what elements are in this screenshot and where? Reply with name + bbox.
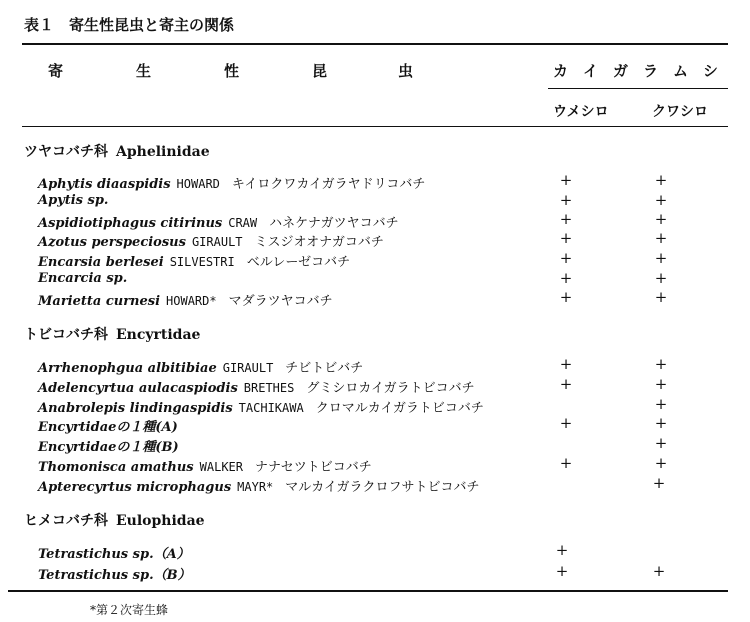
header-char: カ [553, 62, 569, 80]
host-mark-umeshiro: + [559, 229, 573, 247]
table-row [38, 397, 484, 416]
species-name: Encyrtidaeの１種(B) [38, 440, 179, 455]
header-char: 性 [224, 62, 240, 80]
species-name: Apterecyrtus microphagus [38, 480, 232, 495]
host-mark-umeshiro: + [559, 375, 573, 393]
host-mark-kuwashiro: + [654, 434, 668, 452]
species-name: Tetrastichus sp.（B） [38, 568, 191, 583]
header-char: イ [583, 62, 599, 80]
table-row [38, 377, 475, 396]
author: CRAW [228, 216, 258, 230]
table-row [38, 212, 399, 231]
family-name-jp: トビコバチ科 [24, 327, 108, 343]
table-row [38, 543, 190, 562]
japanese-name: ベルレーゼコバチ [246, 255, 351, 270]
family-name-jp: ツヤコバチ科 [24, 144, 108, 160]
table-row [38, 564, 191, 583]
family-heading [24, 324, 200, 344]
family-heading [24, 510, 205, 530]
species-name: Encyrtidaeの１種(A) [38, 420, 178, 435]
top-rule [22, 43, 728, 45]
family-name-latin: Eulophidae [116, 513, 205, 529]
author: GIRAULT [191, 235, 243, 249]
host-mark-umeshiro: + [559, 269, 573, 287]
header-char: 虫 [398, 62, 414, 80]
table-row [38, 290, 333, 309]
table-row [38, 251, 350, 270]
host-mark-kuwashiro: + [654, 414, 668, 432]
species-name: Encarcia sp. [38, 271, 128, 286]
host-mark-umeshiro: + [559, 454, 573, 472]
table-row [38, 193, 126, 208]
japanese-name: グミシロカイガラトビコバチ [306, 381, 475, 396]
japanese-name: キイロクワカイガラヤドリコバチ [231, 177, 426, 192]
host-mark-kuwashiro: + [652, 474, 666, 492]
host-mark-umeshiro: + [559, 171, 573, 189]
host-mark-kuwashiro: + [654, 288, 668, 306]
species-name: Azotus perspeciosus [38, 235, 186, 250]
author: SILVESTRI [169, 255, 235, 269]
table-row [38, 231, 384, 250]
species-name: Aphytis diaaspidis [38, 177, 171, 192]
table-row [38, 357, 363, 376]
table-row [38, 476, 480, 495]
author: TACHIKAWA [238, 401, 304, 415]
family-name-latin: Aphelinidae [116, 144, 210, 160]
host-mark-kuwashiro: + [654, 269, 668, 287]
host-mark-kuwashiro: + [654, 249, 668, 267]
author: GIRAULT [222, 361, 274, 375]
table-row [38, 436, 197, 455]
column-kuwashiro: クワシロ [652, 104, 708, 120]
japanese-name: ナナセツトビコバチ [255, 460, 372, 475]
header-char: シ [703, 62, 719, 80]
table-row [38, 271, 145, 286]
header-bottom-rule [22, 126, 728, 127]
author: WALKER [199, 460, 243, 474]
host-mark-umeshiro: + [559, 191, 573, 209]
host-mark-umeshiro: + [559, 288, 573, 306]
header-char: 生 [136, 62, 152, 80]
host-mark-umeshiro: + [559, 249, 573, 267]
japanese-name: マルカイガラクロフサトビコバチ [285, 480, 480, 495]
table-caption: 表１ 寄生性昆虫と寄主の関係 [24, 16, 235, 34]
header-char: 寄 [48, 62, 64, 80]
species-name: Thomonisca amathus [38, 460, 194, 475]
host-mark-kuwashiro: + [654, 454, 668, 472]
host-mark-umeshiro: + [559, 210, 573, 228]
table-row [38, 456, 372, 475]
footnote: *第２次寄生蜂 [90, 603, 169, 617]
host-mark-umeshiro: + [555, 562, 569, 580]
japanese-name: マダラツヤコバチ [228, 294, 333, 309]
host-mark-kuwashiro: + [654, 191, 668, 209]
species-name: Adelencyrtua aulacaspiodis [38, 381, 238, 396]
table-row [38, 173, 425, 192]
japanese-name: ミスジオオナガコバチ [254, 235, 384, 250]
author: MAYR* [237, 480, 274, 494]
author: HOWARD [176, 177, 220, 191]
header-char: ガ [613, 62, 629, 80]
host-mark-umeshiro: + [559, 414, 573, 432]
host-mark-kuwashiro: + [654, 395, 668, 413]
header-char: 昆 [312, 62, 328, 80]
host-mark-umeshiro: + [555, 541, 569, 559]
host-mark-kuwashiro: + [654, 171, 668, 189]
author: BRETHES [243, 381, 295, 395]
host-mark-kuwashiro: + [654, 210, 668, 228]
host-mark-kuwashiro: + [652, 562, 666, 580]
species-name: Anabrolepis lindingaspidis [38, 401, 233, 416]
table-row [38, 416, 196, 435]
bottom-rule [8, 590, 728, 592]
japanese-name: チビトビバチ [285, 361, 364, 376]
host-mark-kuwashiro: + [654, 375, 668, 393]
host-mark-umeshiro: + [559, 355, 573, 373]
species-name: Encarsia berlesei [38, 255, 164, 270]
species-name: Apytis sp. [38, 193, 109, 208]
header-char: ラ [643, 62, 659, 80]
japanese-name: ハネケナガツヤコバチ [269, 216, 399, 231]
author: HOWARD* [166, 294, 217, 308]
family-heading [24, 141, 210, 161]
species-name: Aspidiotiphagus citirinus [38, 216, 223, 231]
header-sub-rule [548, 88, 728, 89]
host-mark-kuwashiro: + [654, 355, 668, 373]
japanese-name: クロマルカイガラトビコバチ [315, 401, 484, 416]
family-name-jp: ヒメコバチ科 [24, 513, 108, 529]
species-name: Tetrastichus sp.（A） [38, 547, 190, 562]
species-name: Marietta curnesi [38, 294, 161, 309]
header-char: ム [673, 62, 689, 80]
family-name-latin: Encyrtidae [116, 327, 201, 343]
column-umeshiro: ウメシロ [553, 104, 609, 120]
host-mark-kuwashiro: + [654, 229, 668, 247]
species-name: Arrhenophgua albitibiae [38, 361, 217, 376]
